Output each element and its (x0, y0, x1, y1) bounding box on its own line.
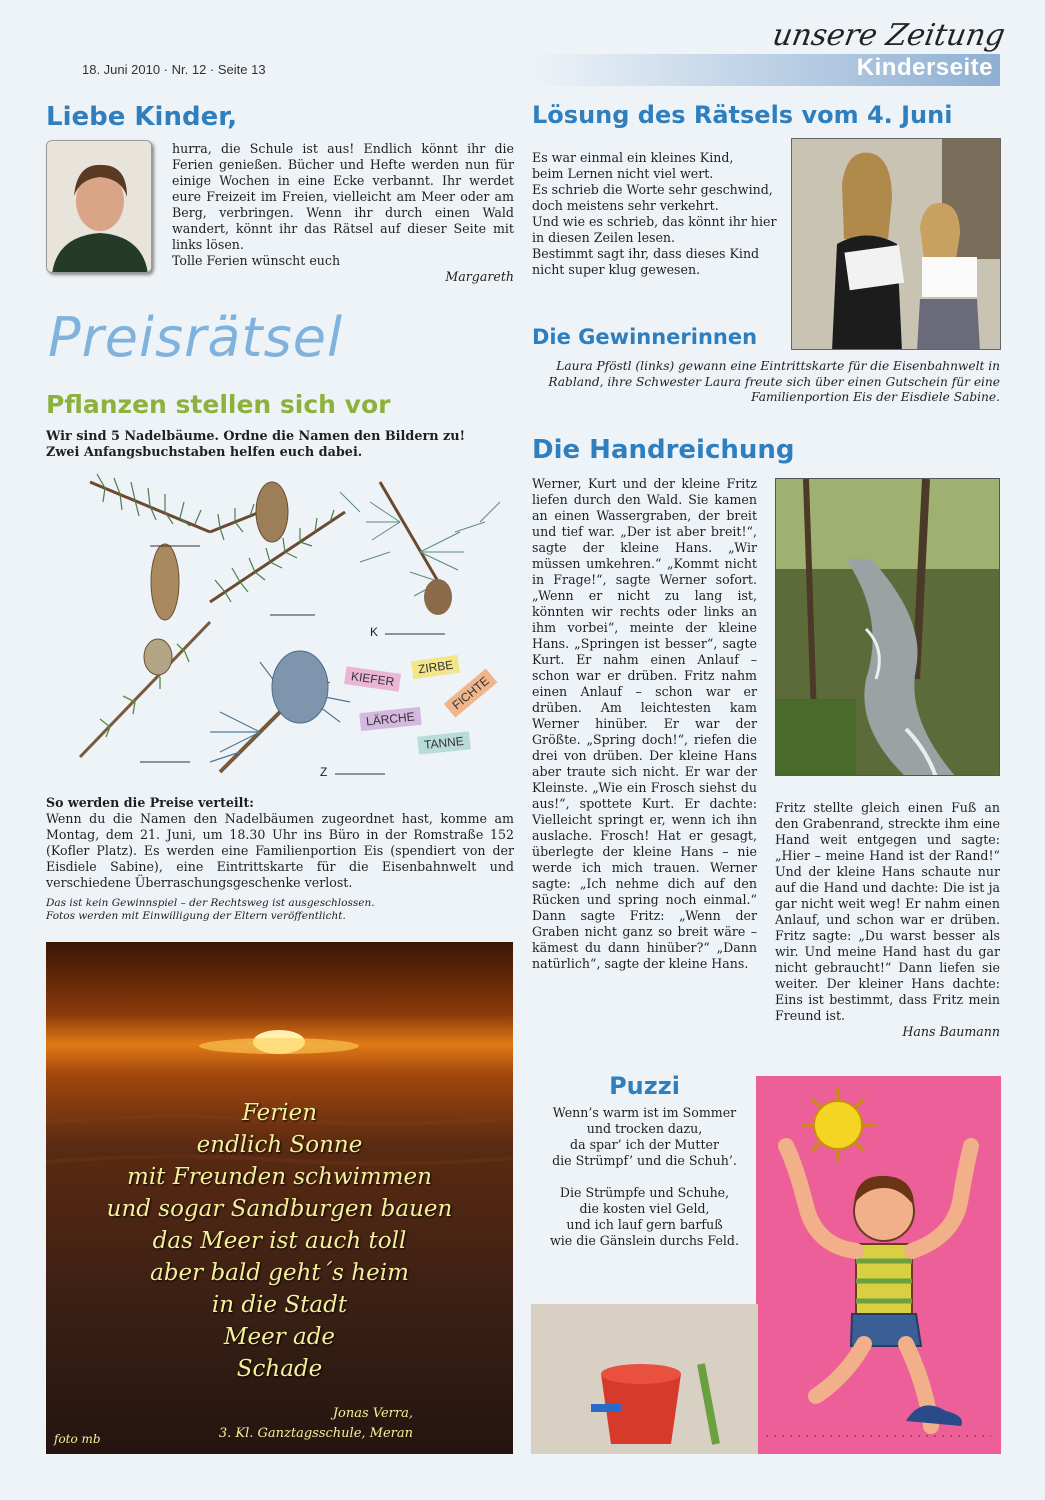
rules-title: So werden die Preise verteilt: (46, 795, 254, 810)
letter-z: Z (320, 765, 328, 779)
loesung-poem (532, 150, 782, 278)
poem-line: endlich Sonne (196, 1132, 363, 1158)
poem-school: 3. Kl. Ganztagsschule, Meran (218, 1426, 413, 1441)
photo-credit: foto mb (54, 1432, 101, 1446)
name-tag-fichte: FICHTE (444, 668, 498, 717)
sunset-poem-image (46, 942, 513, 1454)
stream-photo (775, 478, 1000, 776)
preis-rules (46, 795, 514, 891)
puzzi-line: da spar’ ich der Mutter (570, 1137, 719, 1152)
preis-intro-line: Wir sind 5 Nadelbäume. Ordne die Namen den Bildern zu! (46, 429, 466, 444)
issue-date-line: 18. Juni 2010 · Nr. 12 · Seite 13 (82, 62, 266, 77)
puzzi-title: Puzzi (609, 1072, 680, 1100)
section-title: Kinderseite (856, 54, 993, 81)
puzzi-line: und ich lauf gern barfuß (566, 1217, 723, 1232)
portrait-image (47, 141, 152, 273)
poem-line: in diesen Zeilen lesen. (532, 230, 676, 245)
liebe-text (172, 141, 514, 269)
winners-title: Die Gewinnerinnen (532, 325, 758, 349)
poem-line: und sogar Sandburgen bauen (106, 1196, 453, 1222)
preis-disclaimer (46, 897, 514, 923)
preis-intro-line: Zwei Anfangsbuchstaben helfen euch dabei. (46, 445, 363, 460)
hand-col2: Fritz stellte gleich einen Fuß an den Grabenrand, streckte ihm eine Hand weit entgegen und sagte: „Hier – meine Hand ist der Rand!“ Und der kleine Hans schaute nur auf die Hand und dachte: Die ist ja gar nicht weit weg! Er nahm einen Anlauf, und schon war er drüben. Fritz sagte: „Du warst besser als wir. Und meine Hand hast du gar nicht gebraucht!“ Dann liefen sie weiter. Der kleiner Hans dachte: Eins ist bestimmt, dass Fritz mein Freund ist. (775, 800, 1000, 1023)
poem-line: Ferien (241, 1100, 318, 1126)
disclaimer-line: Das ist kein Gewinnspiel – der Rechtsweg ist ausgeschlossen. (46, 897, 375, 909)
newspaper-logo: unsere Zeitung (770, 18, 1009, 53)
poem-line: doch meistens sehr verkehrt. (532, 198, 719, 213)
barefoot-boy-drawing (756, 1076, 1001, 1454)
name-tag-zirbe: ZIRBE (411, 655, 460, 679)
sand-bucket-photo (531, 1304, 758, 1454)
sand-bucket-image (531, 1304, 758, 1454)
puzzi-line: und trocken dazu, (586, 1121, 703, 1136)
poem-text (46, 1097, 513, 1385)
poem-line: mit Freunden schwimmen (127, 1164, 432, 1190)
poem-line: nicht super klug gewesen. (532, 262, 701, 277)
preisraetsel-title: Preisrätsel (48, 306, 343, 369)
poem-line: Es schrieb die Worte sehr geschwind, (532, 182, 773, 197)
poem-line: in die Stadt (211, 1292, 348, 1318)
puzzi-poem (532, 1105, 757, 1249)
liebe-signature: Margareth (445, 269, 514, 284)
letter-k: K (370, 625, 379, 639)
name-tag-kiefer: KIEFER (344, 666, 401, 692)
puzzi-line: wie die Gänslein durchs Feld. (550, 1233, 739, 1248)
puzzi-line: Wenn’s warm ist im Sommer (552, 1105, 737, 1120)
puzzi-line: die kosten viel Geld, (579, 1201, 710, 1216)
stream-image (776, 479, 1000, 776)
hand-title: Die Handreichung (532, 435, 795, 465)
winners-image (792, 139, 1001, 350)
poem-line: Schade (236, 1356, 323, 1382)
name-tag-laerche: LÄRCHE (359, 707, 421, 731)
preis-intro (46, 429, 516, 461)
poem-line: Meer ade (223, 1324, 336, 1350)
rules-text: Wenn du die Namen den Nadelbäumen zugeordnet hast, komme am Montag, dem 21. Juni, um 18.30 Uhr ins Büro in der Romstraße 152 (Kofler Platz). Es werden eine Familienportion Eis (spendiert von der Eisdiele Sabine), eine Eintrittskarte für die Eisenbahnwelt und verschiedene Überraschungsgeschenke verlost. (46, 811, 514, 890)
liebe-body: hurra, die Schule ist aus! Endlich könnt ihr die Ferien genießen. Bücher und Hefte werden nun für einige Wochen in eine Ecke verbannt. Ihr werdet eure Freizeit im Freien, vielleicht am Meer oder am Berg, verbringen. Wenn ihr durch einen Wald wandert, könnt ihr das Rätsel auf dieser Seite mit links lösen. (172, 141, 514, 252)
name-tag-tanne: TANNE (417, 731, 470, 754)
liebe-title: Liebe Kinder, (46, 102, 238, 132)
poem-author: Jonas Verra, (332, 1406, 413, 1421)
author-photo (46, 140, 152, 273)
winners-photo (791, 138, 1001, 350)
child-drawing (756, 1076, 1001, 1454)
disclaimer-line: Fotos werden mit Einwilligung der Eltern veröffentlicht. (46, 910, 346, 922)
preis-subtitle: Pflanzen stellen sich vor (46, 390, 391, 419)
poem-line: Es war einmal ein kleines Kind, (532, 150, 734, 165)
liebe-greeting: Tolle Ferien wünscht euch (172, 253, 341, 268)
poem-line: beim Lernen nicht viel wert. (532, 166, 714, 181)
puzzi-line: Die Strümpfe und Schuhe, (559, 1185, 730, 1200)
poem-line: Bestimmt sagt ihr, dass dieses Kind (532, 246, 760, 261)
poem-line: Und wie es schrieb, das könnt ihr hier (532, 214, 777, 229)
winners-caption: Laura Pföstl (links) gewann eine Eintrittskarte für die Eisenbahnwelt in Rabland, ihre Schwester Laura freute sich über einen Gutschein für eine Familienportion Eis der Eisdiele Sabine. (548, 359, 1000, 404)
hand-col1: Werner, Kurt und der kleine Fritz liefen durch den Wald. Sie kamen an einen Wassergraben, der breit und tief war. „Der ist aber breit!“, sagte der kleine Hans. „Wir müssen umkehren.“ „Kommt nicht in Frage!“, sagte Werner sofort. „Wenn er nicht zu lang ist, könnten wir rechts oder links an ihm vorbei“, meinte der kleine Hans. „Springen ist besser“, sagte Kurt. Er nahm einen Anlauf – schon war er drüben. Fritz nahm einen Anlauf – schon war er drüben. Am leichtesten kam Werner hinüber. Er war der Größte. „Spring doch!“, riefen die drei von drüben. Der kleine Hans aber traute sich nicht. Er war der Kleinste. „Wie ein Frosch siehst du aus!“, spottete Kurt. Er dachte: Vielleicht springt er, wenn ich ihn auslache. Frosch! Hat er gesagt, überlegte der kleine Hans – nie werde ich mich trauen. Werner sagte: „Ich nehme dich auf den Rücken und spring noch einmal.“ Dann sagte Fritz: „Wenn der Graben nicht ganz so breit wäre – kämest du dann hinüber?“ „Dann natürlich“, sagte der kleine Hans. (532, 476, 757, 971)
poem-line: das Meer ist auch toll (152, 1228, 407, 1254)
loesung-title: Lösung des Rätsels vom 4. Juni (532, 101, 953, 129)
hand-author: Hans Baumann (902, 1024, 1000, 1039)
puzzi-line: die Strümpf’ und die Schuh’. (552, 1153, 737, 1168)
conifer-illustration (60, 472, 510, 784)
poem-line: aber bald geht´s heim (150, 1260, 409, 1286)
